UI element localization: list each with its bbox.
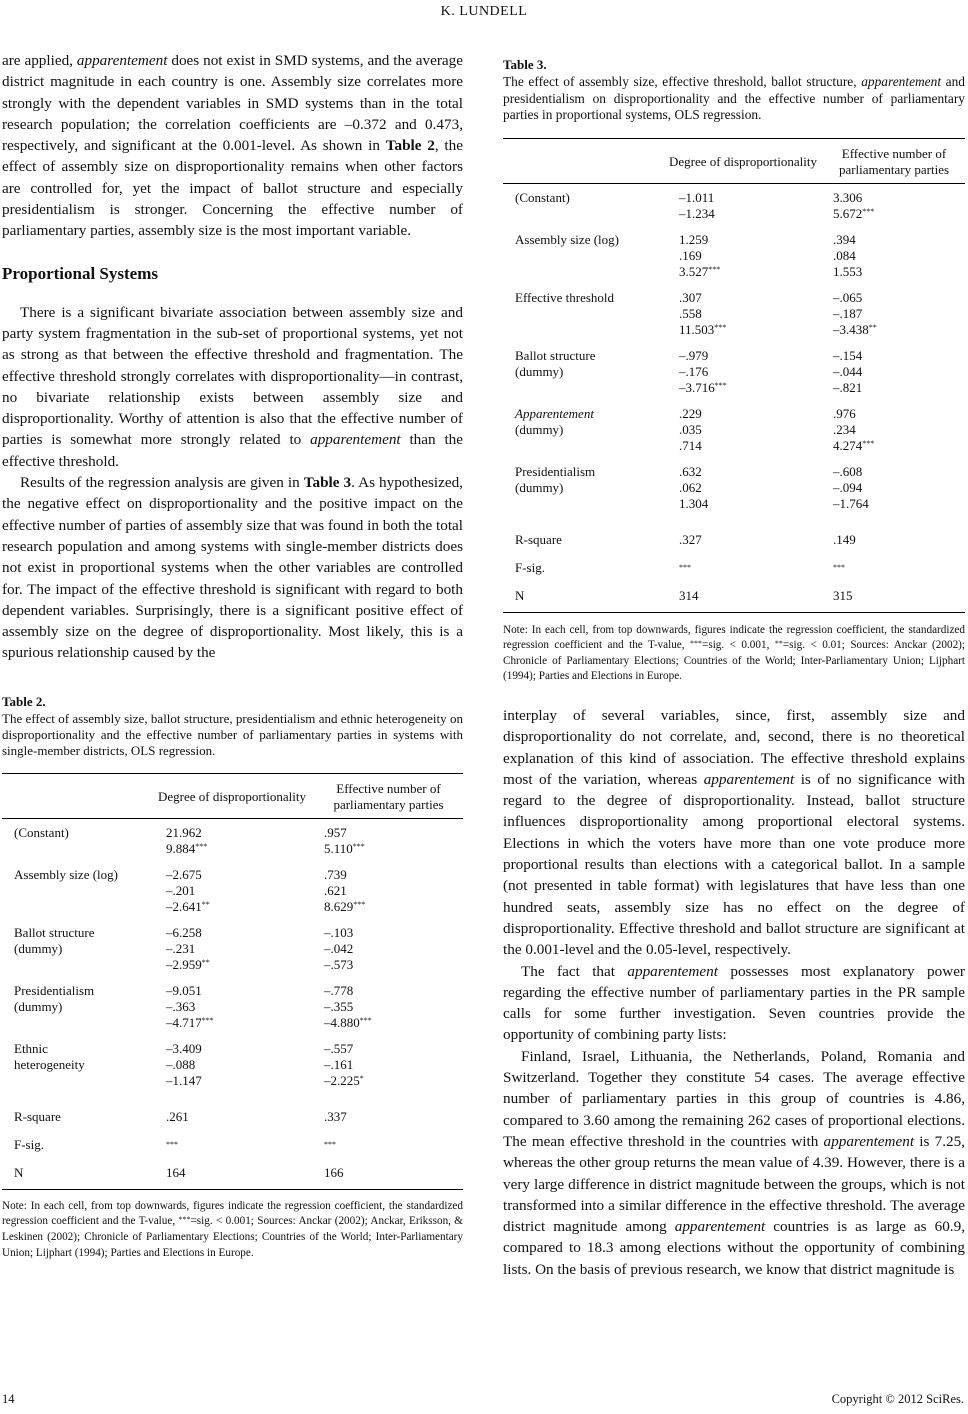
table-row: N 314 315 bbox=[515, 587, 853, 603]
table-2 bbox=[2, 694, 463, 1261]
paragraph: are applied, apparentement does not exist in SMD systems, and the average district magnitude in each country is one. Assembly size correlates more strongly with the dependent variables in SMD systems than in the total research population; the correlation coefficients are –0.372 and 0.473, respectively, and significant at the 0.001-level. As shown in Table 2, the effect of assembly size on disproportionality remains when other factors are controlled for, yet the impact of ballot structure and especially presidentialism is stronger. Concerning the effective number of parliamentary parties, assembly size is the most important variable. bbox=[2, 52, 463, 240]
column-header: Degree of disproportionality bbox=[157, 788, 306, 804]
paragraph: Finland, Israel, Lithuania, the Netherlands, Poland, Romania and Switzerland. Together they constitute 54 cases. The average effective number of parliamentary parties in this group of countries is 4.86, compared to 3.60 among the remaining 262 cases of proportional elections. The mean effective threshold in the countries with apparentement is 7.25, whereas the other group returns the mean value of 4.39. However, there is a very large difference in district magnitude between the groups, which is not transformed into a similar difference in the effective threshold. The average district magnitude among apparentement countries is as large as 60.9, compared to 18.3 among elections without the opportunity of combining lists. On the basis of previous research, we know that district magnitude is bbox=[503, 1047, 965, 1278]
paragraph: The fact that apparentement possesses most explanatory power regarding the effective number of parliamentary parties in the PR sample calls for some further investigation. Seven countries provide the opportunity of combining party lists: bbox=[503, 962, 965, 1044]
table-3 bbox=[503, 57, 965, 685]
column-header: Degree of disproportionality bbox=[668, 153, 817, 169]
table-row: Assembly size (log) 1.259 .169 3.527*** .394 .084 1.553 bbox=[515, 231, 863, 279]
table-row: (Constant) –1.011 –1.234 3.306 5.672*** bbox=[515, 189, 875, 221]
running-header: K. LUNDELL bbox=[440, 4, 528, 19]
copyright: Copyright © 2012 SciRes. bbox=[831, 1392, 964, 1406]
table-row: Presidentialism (dummy) .632 .062 1.304 –.608 –.094 –1.764 bbox=[515, 463, 869, 511]
table-note: Note: In each cell, from top downwards, figures indicate the regression coefficient, the standardized regression coefficient and the T-value, ***=sig. < 0.001; Sources: Anckar (2002); Anckar, Eriksson, & Leskinen (2002); Chronicle of Parliamentary Elections; Countries of the World; Inter-Parliamentary Union; Lijphart (1994); Parties and Elections in Europe. bbox=[2, 1199, 463, 1259]
paragraph: interplay of several variables, since, first, assembly size and disproportionality do not correlate, and, second, there is no theoretical explanation of this kind of association. The effective threshold explains most of the variation, whereas apparentement is of no significance with regard to the degree of disproportionality. Instead, ballot structure influences disproportionality among proportional electoral systems. Elections in which the voters have more than one vote produce more proportional results than elections with a categorical ballot. In a sample (not presented in table format) with legislatures that have less than one hundred seats, assembly size has no effect on the degree of disproportionality. Effective threshold and ballot structure are significant at the 0.001-level and the 0.05-level, respectively. bbox=[503, 707, 965, 959]
right-column bbox=[503, 57, 965, 1280]
section-title: Proportional Systems bbox=[2, 263, 158, 283]
table-caption: Table 3. The effect of assembly size, effective threshold, ballot structure, apparentement and presidentialism on disproportionality and the effective number of parliamentary parties in proportional systems, OLS regression. bbox=[503, 57, 965, 123]
table-row: N 164 166 bbox=[14, 1164, 344, 1180]
table-row: Ballot structure (dummy) –.979 –.176 –3.716*** –.154 –.044 –.821 bbox=[515, 347, 863, 395]
regression-table bbox=[503, 138, 965, 613]
table-row: Apparentement (dummy) .229 .035 .714 .976 .234 4.274*** bbox=[515, 405, 875, 453]
table-row: Presidentialism (dummy) –9.051 –.363 –4.717*** –.778 –.355 –4.880*** bbox=[14, 982, 372, 1030]
table-row: Assembly size (log) –2.675 –.201 –2.641** .739 .621 8.629*** bbox=[14, 866, 366, 914]
table-caption: Table 2. The effect of assembly size, ballot structure, presidentialism and ethnic heterogeneity on disproportionality and the effective number of parliamentary parties in systems with single-member districts, OLS regression. bbox=[2, 693, 463, 758]
paragraph: There is a significant bivariate association between assembly size and party system fragmentation in the sub-set of proportional systems, yet not as strong as that between the effective threshold and fragmentation. The effective threshold strongly correlates with disproportionality—in contrast, no bivariate relationship exists between assembly size and disproportionality. Worthy of attention is also that the effective number of parties is somewhat more strongly related to apparentement than the effective threshold. bbox=[2, 303, 463, 470]
table-row: F-sig. *** *** bbox=[515, 559, 845, 575]
page-number: 14 bbox=[2, 1392, 15, 1406]
regression-table bbox=[2, 773, 463, 1190]
table-row: Ballot structure (dummy) –6.258 –.231 –2.959** –.103 –.042 –.573 bbox=[14, 924, 354, 972]
table-row: F-sig. *** *** bbox=[14, 1136, 336, 1152]
table-row: (Constant) 21.962 9.884*** .957 5.110*** bbox=[14, 824, 365, 856]
paragraph: Results of the regression analysis are given in Table 3. As hypothesized, the negative effect on disproportionality and the positive impact on the effective number of parties of assembly size that was found in both the total research population and among systems with single-member districts does not exist in proportional systems when the other variables are controlled for. The impact of the effective threshold is significant with regard to both dependent variables. Surprisingly, there is a significant positive effect of assembly size on the degree of disproportionality. Most likely, this is a spurious relationship caused by the bbox=[2, 474, 463, 662]
table-note: Note: In each cell, from top downwards, figures indicate the regression coefficient, the standardized regression coefficient and the T-value, ***=sig. < 0.001, **=sig. < 0.01; Sources: Anckar (2002); Chronicle of Parliamentary Elections; Countries of the World; Inter-Parliamentary Union; Lijphart (1994); Parties and Elections in Europe. bbox=[503, 623, 965, 683]
column-header: Effective number of parliamentary parties bbox=[333, 780, 444, 812]
left-column bbox=[2, 50, 463, 1261]
table-row: R-square .327 .149 bbox=[515, 531, 856, 547]
table-row: Effective threshold .307 .558 11.503*** –.065 –.187 –3.438** bbox=[515, 289, 877, 337]
table-row: Ethnic heterogeneity –3.409 –.088 –1.147 –.557 –.161 –2.225* bbox=[14, 1040, 364, 1088]
table-row: R-square .261 .337 bbox=[14, 1108, 347, 1124]
column-header: Effective number of parliamentary parties bbox=[838, 145, 950, 177]
